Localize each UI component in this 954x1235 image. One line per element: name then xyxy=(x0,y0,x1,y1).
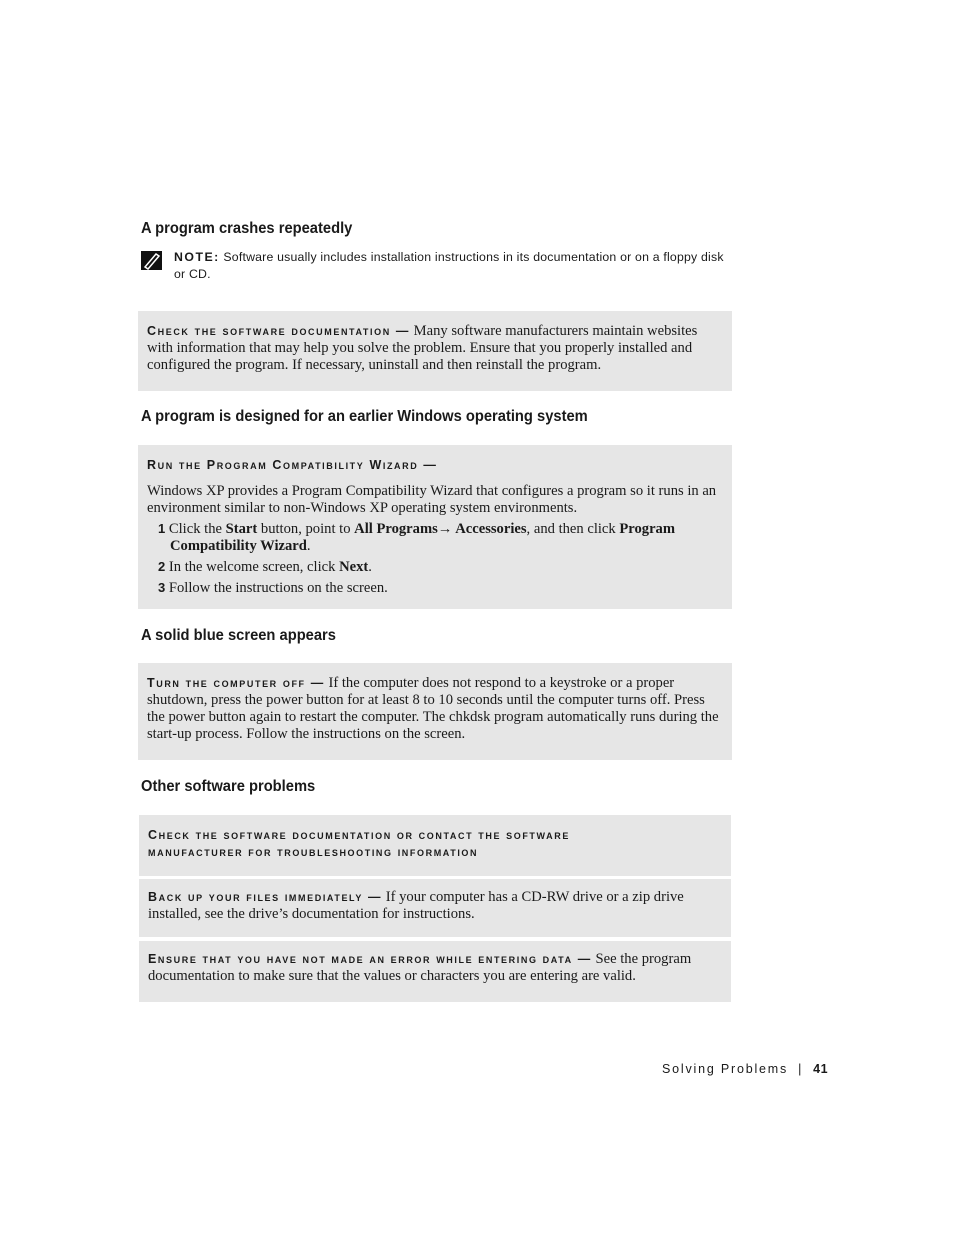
section-heading: A program crashes repeatedly xyxy=(141,220,353,237)
section-heading: Other software problems xyxy=(141,778,316,795)
tip-title: Check the software documentation or contact the software manufacturer for troubleshooting information xyxy=(148,828,570,859)
note xyxy=(141,249,731,283)
step-item: 3 Follow the instructions on the screen. xyxy=(158,580,388,596)
chapter-title: Solving Problems xyxy=(662,1062,789,1076)
tip-box xyxy=(139,941,731,1002)
tip-text: Windows XP provides a Program Compatibility Wizard that configures a program so it runs in an environment similar to non-Windows XP operating system environments. xyxy=(147,483,717,516)
step-item: 2 In the welcome screen, click Next. xyxy=(158,559,372,575)
section-heading: A solid blue screen appears xyxy=(141,627,336,644)
tip-box xyxy=(138,445,732,609)
tip-box xyxy=(139,815,731,876)
tip-text: If the computer does not respond to a keystroke or a proper shutdown, press the power button for at least 8 to 10 seconds until the computer turns off. Press the power button again to restart the computer. The chkdsk program automatically runs during the start-up process. Follow the instructions on the screen. xyxy=(147,675,719,742)
tip-box xyxy=(138,311,732,391)
tip-box xyxy=(138,663,732,760)
tip-text: See the program documentation to make sure that the values or characters you are entering are valid. xyxy=(148,951,692,984)
page-number: 41 xyxy=(813,1062,829,1076)
pencil-note-icon xyxy=(141,251,162,270)
note-label: NOTE: xyxy=(174,250,220,264)
tip-title: Run the Program Compatibility Wizard — xyxy=(147,458,438,472)
section-heading: A program is designed for an earlier Windows operating system xyxy=(141,408,588,425)
page-footer xyxy=(662,1062,828,1076)
tip-title: Check the software documentation — xyxy=(147,324,410,338)
tip-text: If your computer has a CD-RW drive or a zip drive installed, see the drive’s documentation for instructions. xyxy=(148,889,684,922)
step-item: 1 Click the Start button, point to All Programs→ Accessories, and then click Program Compatibility Wizard. xyxy=(158,521,676,554)
note-text: Software usually includes installation instructions in its documentation or on a floppy disk or CD. xyxy=(174,250,724,281)
tip-title: Turn the computer off — xyxy=(147,676,325,690)
tip-box xyxy=(139,879,731,937)
tip-title: Back up your files immediately — xyxy=(148,890,383,904)
separator: | xyxy=(798,1062,804,1076)
tip-title: Ensure that you have not made an error while entering data — xyxy=(148,952,592,966)
tip-text: Many software manufacturers maintain websites with information that may help you solve the problem. Ensure that you properly installed and configured the program. If necessary, uninstall and then reinstall the program. xyxy=(147,323,698,373)
